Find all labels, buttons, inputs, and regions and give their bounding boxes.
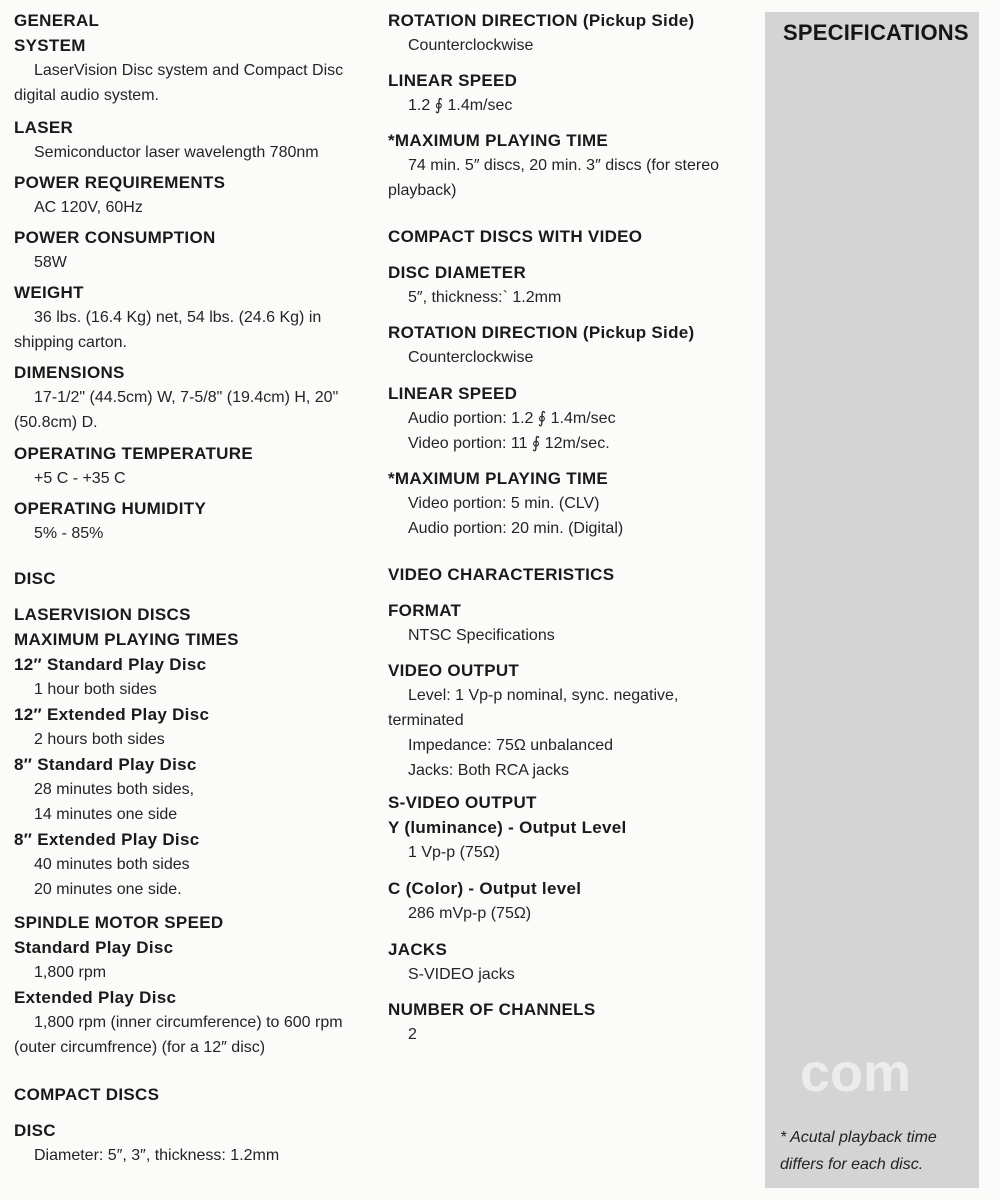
spec-value: LaserVision Disc system and Compact Disc digital audio system. [14,62,344,104]
spec-heading: GENERAL [14,11,100,30]
spec-value: 40 minutes both sides [34,856,190,873]
spec-value: 20 minutes one side. [34,881,182,898]
left-spec-section [14,496,364,546]
left-spec-section [14,360,364,435]
spec-heading: DISC [14,1121,56,1140]
spec-heading: 12″ Extended Play Disc [14,705,210,724]
spec-value: 58W [34,254,67,271]
spec-value: Video portion: 5 min. (CLV) [408,495,600,512]
spec-value: Impedance: 75Ω unbalanced [408,737,613,754]
spec-value: 1 hour both sides [34,681,157,698]
spec-heading: Standard Play Disc [14,938,174,957]
left-spec-section [14,602,364,902]
spec-heading: MAXIMUM PLAYING TIMES [14,630,239,649]
spec-heading: DIMENSIONS [14,363,125,382]
left-spec-section [14,225,364,275]
mid-spec-section [388,466,758,541]
spec-value: 17-1/2" (44.5cm) W, 7-5/8" (19.4cm) H, 20" (50.8cm) D. [14,389,339,431]
specifications-sidebar [765,12,979,1188]
mid-spec-section [388,260,758,310]
left-spec-section [14,170,364,220]
mid-spec-section [388,598,758,648]
spec-heading: NUMBER OF CHANNELS [388,1000,596,1019]
spec-value: Audio portion: 1.2 ∮ 1.4m/sec [408,410,616,427]
spec-value: 28 minutes both sides, [34,781,195,798]
spec-value: 1,800 rpm (inner circumference) to 600 rpm (outer circumfrence) (for a 12″ disc) [14,1014,343,1056]
spec-heading: LASER [14,118,74,137]
spec-heading: WEIGHT [14,283,84,302]
left-spec-section [14,441,364,491]
spec-heading: LASERVISION DISCS [14,605,191,624]
mid-spec-section [388,68,758,118]
spec-heading: FORMAT [388,601,462,620]
spec-value: 5% - 85% [34,525,104,542]
spec-heading: DISC DIAMETER [388,263,527,282]
left-spec-section [14,566,364,591]
spec-value: 5″, thickness:` 1.2mm [408,289,562,306]
spec-heading: *MAXIMUM PLAYING TIME [388,469,609,488]
spec-value: 1 Vp-p (75Ω) [408,844,500,861]
spec-value: 14 minutes one side [34,806,178,823]
spec-heading: JACKS [388,940,448,959]
spec-heading: VIDEO CHARACTERISTICS [388,565,615,584]
spec-heading: S-VIDEO OUTPUT [388,793,537,812]
sidebar-title: SPECIFICATIONS [783,20,969,45]
spec-heading: 8″ Extended Play Disc [14,830,200,849]
spec-heading: COMPACT DISCS WITH VIDEO [388,227,643,246]
spec-value: Counterclockwise [408,37,534,54]
spec-value: Semiconductor laser wavelength 780nm [34,144,319,161]
spec-value: 1.2 ∮ 1.4m/sec [408,97,513,114]
spec-value: 2 [408,1026,417,1043]
spec-heading: C (Color) - Output level [388,879,582,898]
spec-heading: ROTATION DIRECTION (Pickup Side) [388,11,695,30]
spec-heading: *MAXIMUM PLAYING TIME [388,131,609,150]
spec-heading: DISC [14,569,56,588]
spec-value: 2 hours both sides [34,731,165,748]
spec-value: 74 min. 5″ discs, 20 min. 3″ discs (for stereo playback) [388,157,719,199]
left-spec-section [14,1082,364,1107]
mid-spec-section [388,320,758,370]
mid-spec-section [388,128,758,203]
spec-value: Counterclockwise [408,349,534,366]
mid-spec-section [388,790,758,865]
spec-heading: 12″ Standard Play Disc [14,655,207,674]
spec-heading: VIDEO OUTPUT [388,661,520,680]
mid-spec-section [388,381,758,456]
spec-value: AC 120V, 60Hz [34,199,143,216]
mid-spec-section [388,658,758,783]
left-spec-section [14,280,364,355]
mid-spec-section [388,562,758,587]
spec-heading: OPERATING HUMIDITY [14,499,207,518]
watermark-text: com [799,1043,911,1103]
spec-value: 286 mVp-p (75Ω) [408,905,532,922]
spec-heading: 8″ Standard Play Disc [14,755,197,774]
mid-spec-section [388,224,758,249]
spec-heading: COMPACT DISCS [14,1085,160,1104]
left-spec-section [14,1118,364,1168]
mid-spec-section [388,876,758,926]
spec-value: +5 C - +35 C [34,470,126,487]
spec-heading: OPERATING TEMPERATURE [14,444,253,463]
spec-heading: LINEAR SPEED [388,384,518,403]
spec-value: Level: 1 Vp-p nominal, sync. negative, terminated [388,687,679,729]
spec-value: Audio portion: 20 min. (Digital) [408,520,624,537]
spec-heading: SPINDLE MOTOR SPEED [14,913,224,932]
mid-spec-section [388,997,758,1047]
spec-value: S-VIDEO jacks [408,966,515,983]
spec-value: 36 lbs. (16.4 Kg) net, 54 lbs. (24.6 Kg) in shipping carton. [14,309,322,351]
mid-spec-section [388,8,758,58]
spec-heading: ROTATION DIRECTION (Pickup Side) [388,323,695,342]
spec-value: Video portion: 11 ∮ 12m/sec. [408,435,610,452]
mid-spec-section [388,937,758,987]
left-spec-section [14,115,364,165]
left-spec-section [14,8,364,108]
spec-heading: POWER CONSUMPTION [14,228,216,247]
spec-heading: Y (luminance) - Output Level [388,818,627,837]
spec-heading: Extended Play Disc [14,988,177,1007]
spec-heading: SYSTEM [14,36,86,55]
spec-value: NTSC Specifications [408,627,555,644]
spec-value: Diameter: 5″, 3″, thickness: 1.2mm [34,1147,280,1164]
spec-heading: LINEAR SPEED [388,71,518,90]
footnote: * Acutal playback time differs for each disc. [780,1129,937,1173]
spec-heading: POWER REQUIREMENTS [14,173,226,192]
left-spec-section [14,910,364,1060]
spec-value: 1,800 rpm [34,964,107,981]
spec-value: Jacks: Both RCA jacks [408,762,569,779]
